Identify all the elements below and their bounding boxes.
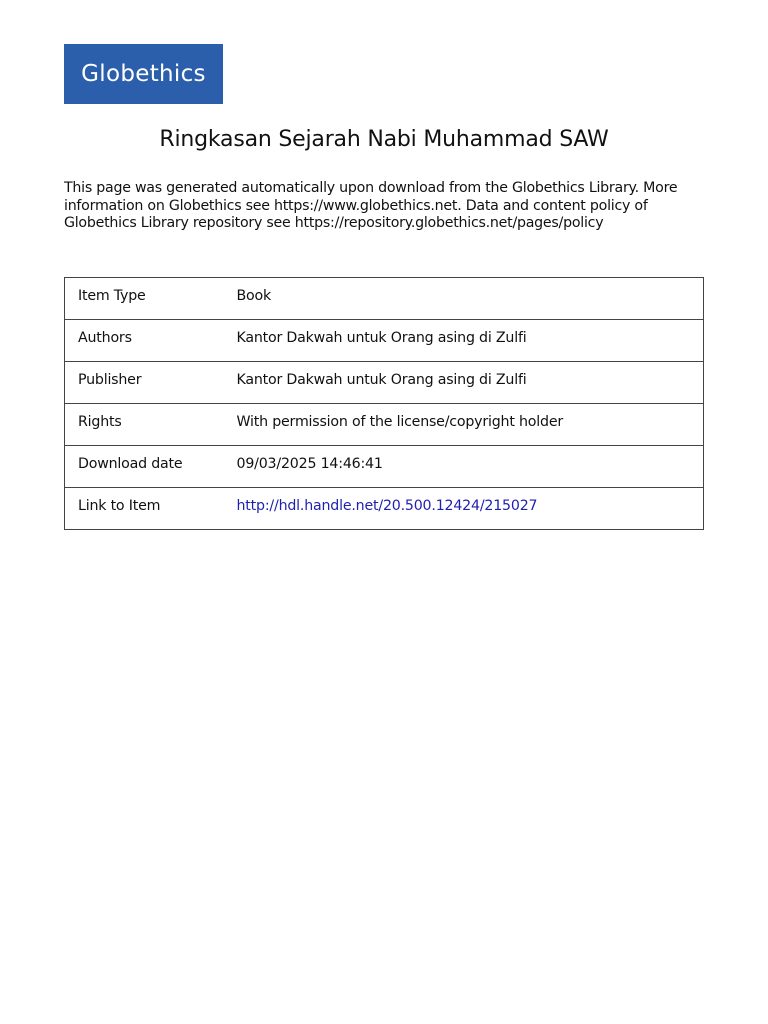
table-row-publisher [65,362,704,404]
logo-text: Globethics [81,61,206,87]
table-row-link-to-item [65,488,704,530]
row-label: Publisher [65,362,225,404]
table-row-rights [65,404,704,446]
document-title: Ringkasan Sejarah Nabi Muhammad SAW [159,127,609,152]
row-label: Rights [65,404,225,446]
row-value: Kantor Dakwah untuk Orang asing di Zulfi [225,320,704,362]
row-label: Download date [65,446,225,488]
row-value: With permission of the license/copyright holder [225,404,704,446]
metadata-table [64,277,704,530]
row-label: Item Type [65,278,225,320]
table-row-authors [65,320,704,362]
row-label: Link to Item [65,488,225,530]
table-row-item-type [65,278,704,320]
intro-paragraph: This page was generated automatically upon download from the Globethics Library. More information on Globethics see https://www.globethics.net. Data and content policy of Globethics Library repository see https://repository.globethics.net/pages/policy [64,180,678,231]
row-value: Book [225,278,704,320]
row-value: 09/03/2025 14:46:41 [225,446,704,488]
row-value-cell [225,488,704,530]
row-label: Authors [65,320,225,362]
row-value: Kantor Dakwah untuk Orang asing di Zulfi [225,362,704,404]
item-link[interactable]: http://hdl.handle.net/20.500.12424/215027 [236,498,538,514]
globethics-logo [64,44,223,104]
table-row-download-date [65,446,704,488]
